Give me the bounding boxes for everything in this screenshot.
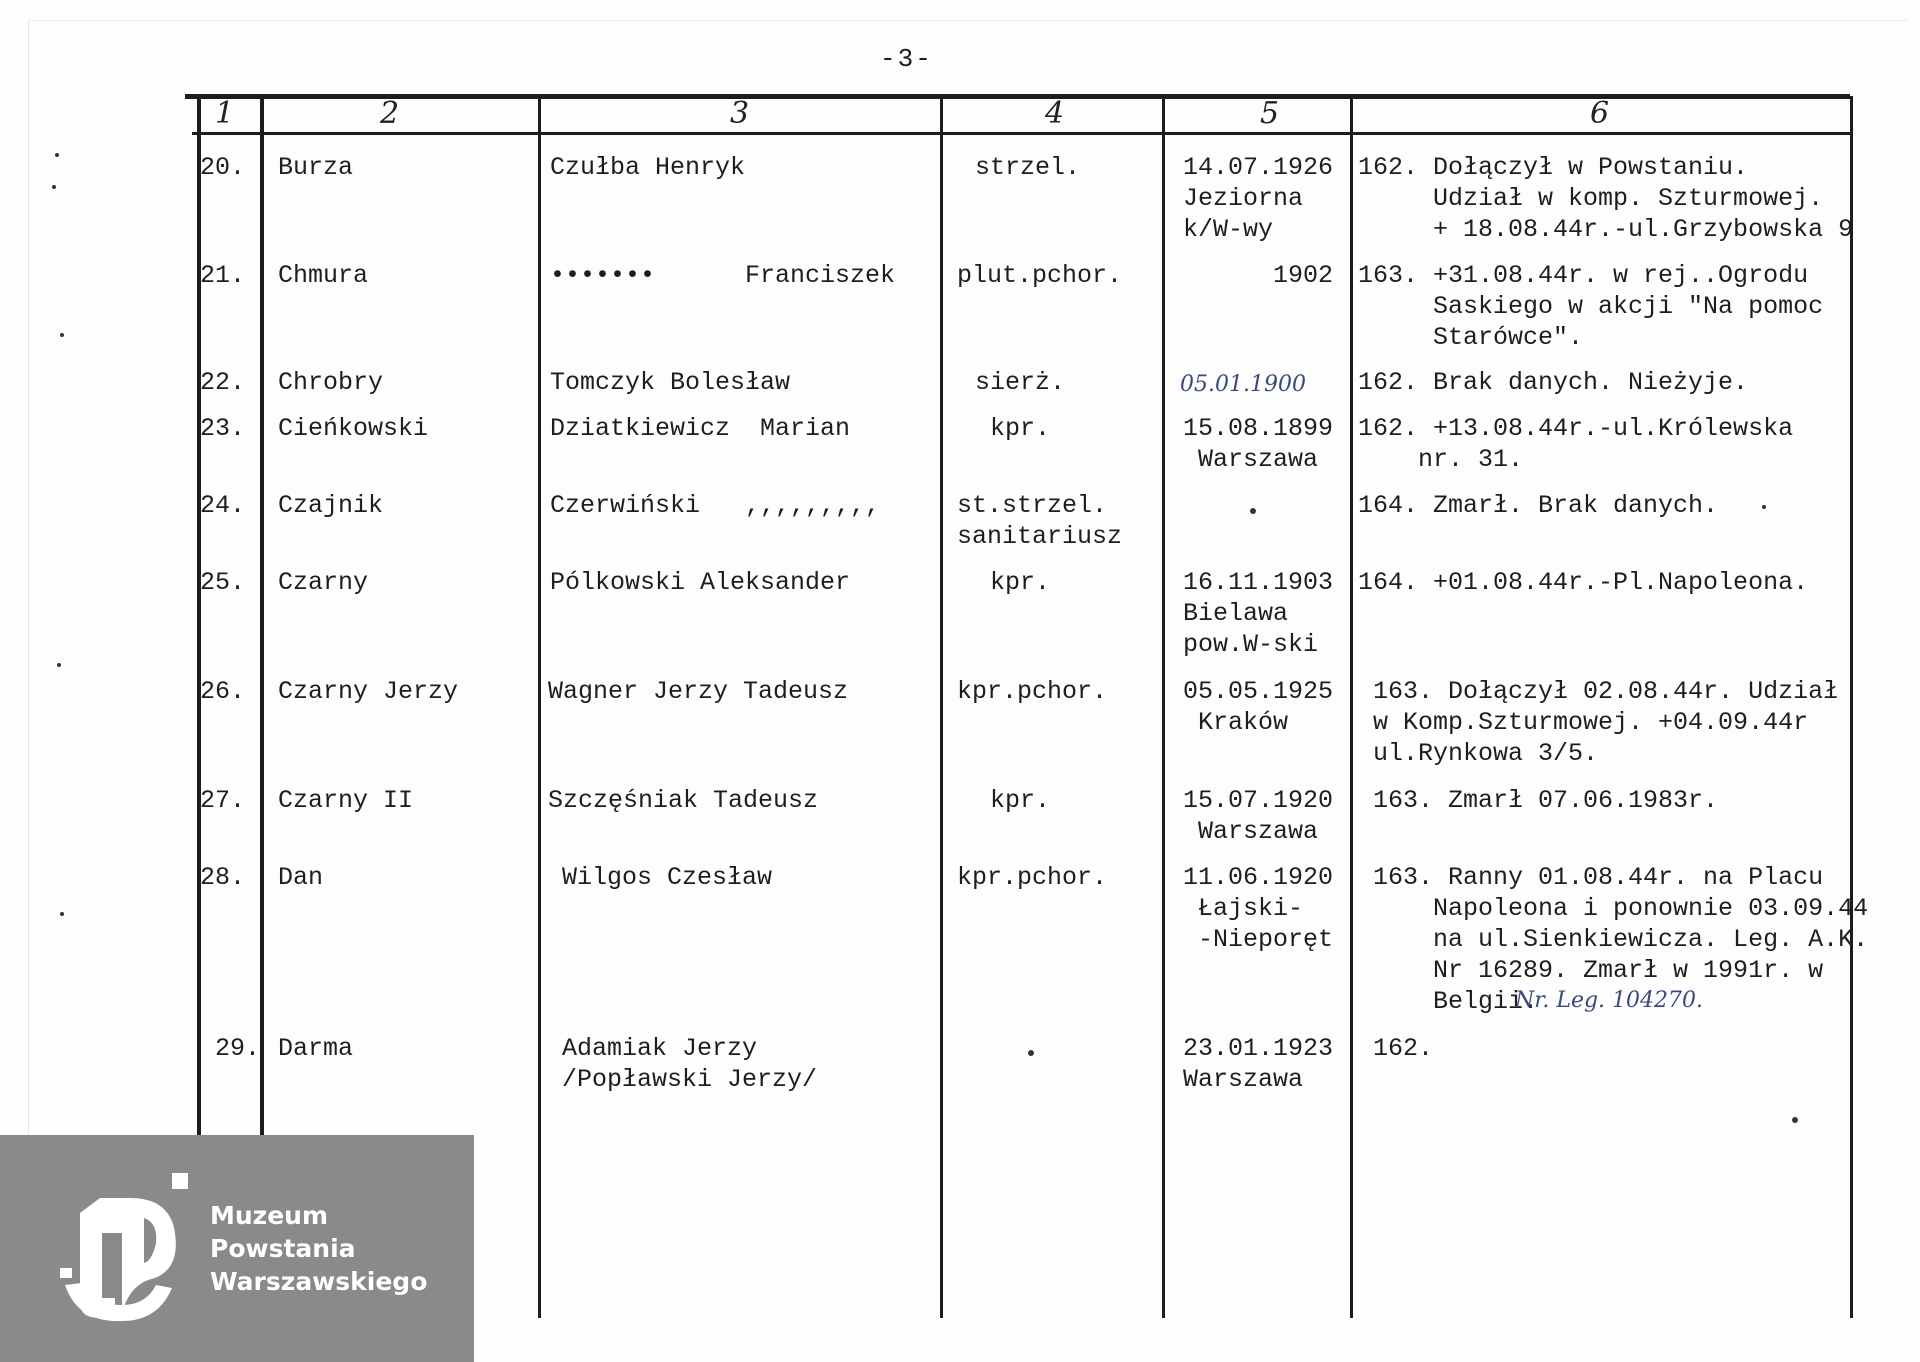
scan-speck (1792, 1117, 1798, 1123)
kotwica-anchor-icon (60, 1173, 190, 1323)
notes: 162. Brak danych. Nieżyje. (1358, 368, 1749, 397)
handwritten-note: Nr. Leg. 104270. (1515, 988, 1704, 1013)
full-name: Adamiak Jerzy /Popławski Jerzy/ (562, 1034, 818, 1094)
column-line-4 (940, 96, 943, 1318)
ink-dot (1250, 508, 1256, 514)
notes: 164. Zmarł. Brak danych. (1358, 491, 1719, 520)
full-name: Wilgos Czesław (562, 863, 773, 892)
scan-speck (55, 153, 59, 157)
row-number: 21. (200, 261, 246, 290)
pseudonym: Cieńkowski (278, 414, 429, 443)
museum-logo (0, 1135, 474, 1362)
table-header-rule (192, 132, 1852, 135)
notes: 162. +13.08.44r.-ul.Królewska nr. 31. (1358, 414, 1794, 474)
rank: st.strzel. sanitariusz (957, 491, 1123, 551)
birth-data: 14.07.1926 Jeziorna k/W-wy (1183, 153, 1334, 244)
page-number: -3- (880, 44, 933, 74)
scan-speck (60, 333, 64, 337)
pseudonym: Chrobry (278, 368, 384, 397)
full-name: Czerwiński ,,,,,,,,, (550, 491, 881, 520)
row-number: 29. (215, 1034, 261, 1063)
rank: kpr. (990, 414, 1051, 443)
full-name: Wagner Jerzy Tadeusz (548, 677, 849, 706)
handwritten-birth-date: 05.01.1900 (1180, 372, 1306, 397)
rank: plut.pchor. (957, 261, 1123, 290)
column-line-3 (538, 96, 541, 1318)
column-header-1: 1 (215, 96, 235, 131)
pseudonym: Darma (278, 1034, 354, 1063)
column-header-2: 2 (380, 96, 400, 131)
pseudonym: Chmura (278, 261, 369, 290)
full-name: Pólkowski Aleksander (550, 568, 851, 597)
scan-speck (60, 912, 64, 916)
row-number: 24. (200, 491, 246, 520)
full-name: Szczęśniak Tadeusz (548, 786, 819, 815)
row-number: 20. (200, 153, 246, 182)
birth-data: 15.08.1899 Warszawa (1183, 414, 1334, 474)
full-name: Tomczyk Bolesław (550, 368, 791, 397)
pseudonym: Czajnik (278, 491, 384, 520)
pseudonym: Czarny II (278, 786, 414, 815)
notes: 162. (1358, 1034, 1434, 1063)
column-header-6: 6 (1590, 96, 1610, 131)
full-name: ••••••• Franciszek (550, 261, 896, 290)
column-header-4: 4 (1045, 96, 1065, 131)
pseudonym: Burza (278, 153, 354, 182)
column-line-5 (1162, 96, 1165, 1318)
full-name: Dziatkiewicz Marian (550, 414, 851, 443)
row-number: 26. (200, 677, 246, 706)
notes: 163. +31.08.44r. w rej..Ogrodu Saskiego w akcji "Na pomoc Starówce". (1358, 261, 1824, 352)
row-number: 22. (200, 368, 246, 397)
ink-dot (1028, 1050, 1034, 1056)
scan-speck (52, 185, 56, 189)
logo-line-2: Powstania (210, 1234, 356, 1263)
column-line-6 (1350, 96, 1353, 1318)
birth-data: 11.06.1920 Łajski- -Nieporęt (1183, 863, 1334, 954)
birth-data: 16.11.1903 Bielawa pow.W-ski (1183, 568, 1334, 659)
notes: 162. Dołączył w Powstaniu. Udział w komp. Szturmowej. + 18.08.44r.-ul.Grzybowska 9 (1358, 153, 1854, 244)
rank: strzel. (975, 153, 1081, 182)
birth-data: 05.05.1925 Kraków (1183, 677, 1334, 737)
row-number: 25. (200, 568, 246, 597)
row-number: 23. (200, 414, 246, 443)
rank: sierż. (975, 368, 1066, 397)
birth-data: 15.07.1920 Warszawa (1183, 786, 1334, 846)
rank: kpr. (990, 568, 1051, 597)
rank: kpr.pchor. (957, 863, 1108, 892)
birth-data: 1902 (1183, 261, 1334, 290)
pseudonym: Czarny Jerzy (278, 677, 459, 706)
row-number: 27. (200, 786, 246, 815)
rank: kpr.pchor. (957, 677, 1108, 706)
pseudonym: Dan (278, 863, 324, 892)
column-line-7 (1850, 96, 1853, 1318)
scan-speck (1762, 505, 1766, 509)
scan-speck (57, 663, 61, 667)
birth-data: 23.01.1923 Warszawa (1183, 1034, 1334, 1094)
rank: kpr. (990, 786, 1051, 815)
notes: 163. Ranny 01.08.44r. na Placu Napoleona i ponownie 03.09.44 na ul.Sienkiewicza. Leg. A.K. Nr 16289. Zmarł w 1991r. w Belgii. (1373, 863, 1869, 1016)
notes: 163. Zmarł 07.06.1983r. (1358, 786, 1719, 815)
full-name: Czułba Henryk (550, 153, 746, 182)
column-header-5: 5 (1260, 96, 1280, 131)
column-header-3: 3 (730, 96, 750, 131)
logo-line-3: Warszawskiego (210, 1267, 428, 1296)
row-number: 28. (200, 863, 246, 892)
notes: 163. Dołączył 02.08.44r. Udział w Komp.Szturmowej. +04.09.44r ul.Rynkowa 3/5. (1373, 677, 1839, 768)
museum-name (210, 1199, 427, 1298)
pseudonym: Czarny (278, 568, 369, 597)
notes: 164. +01.08.44r.-Pl.Napoleona. (1358, 568, 1809, 597)
logo-line-1: Muzeum (210, 1201, 329, 1230)
